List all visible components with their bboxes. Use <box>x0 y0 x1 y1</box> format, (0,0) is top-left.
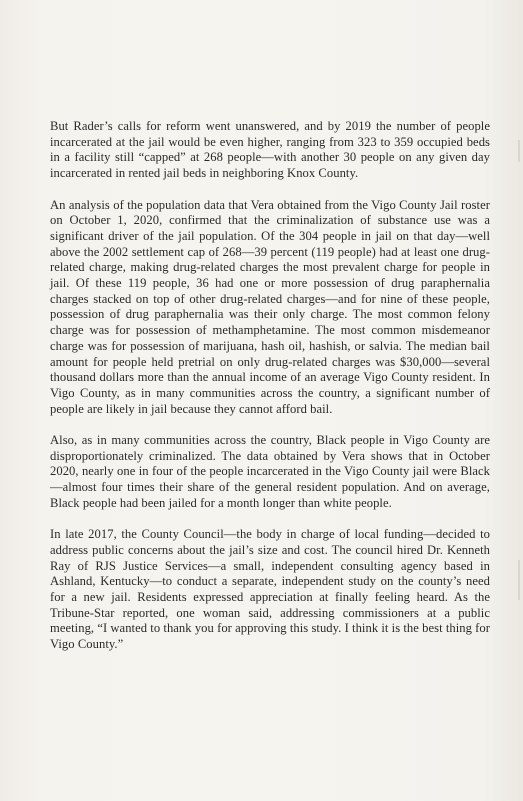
paragraph: But Rader’s calls for reform went unanswered, and by 2019 the number of people incarcerated at the jail would be even higher, ranging from 323 to 359 occupied beds in a facility still “capped” at 268 people—with another 30 people on any given day incarcerated in rented jail beds in neighboring Knox County. <box>50 119 490 181</box>
paragraph: In late 2017, the County Council—the body in charge of local funding—decided to address public concerns about the jail’s size and cost. The council hired Dr. Kenneth Ray of RJS Justice Services—a small, independent consulting agency based in Ashland, Kentucky—to conduct a separate, independent study on the county’s need for a new jail. Residents expressed appreciation at finally feeling heard. As the Tribune-Star reported, one woman said, addressing commissioners at a public meeting, “I wanted to thank you for approving this study. I think it is the best thing for Vigo County.” <box>50 527 490 652</box>
page-edge-shadow <box>518 140 520 162</box>
page-edge-shadow <box>518 560 520 600</box>
paragraph: An analysis of the population data that Vera obtained from the Vigo County Jail roster on October 1, 2020, confirmed that the criminalization of substance use was a significant driver of the jail population. Of the 304 people in jail on that day—well above the 2002 settlement cap of 268—39 percent (119 people) had at least one drug-related charge, making drug-related charges the most prevalent charge for people in jail. Of these 119 people, 36 had one or more possession of drug paraphernalia charges stacked on top of other drug-related charges—and for nine of these people, possession of drug paraphernalia was their only charge. The most common felony charge was for possession of methamphetamine. The most common misdemeanor charge was for possession of marijuana, hash oil, hashish, or salvia. The median bail amount for people held pretrial on only drug-related charges was $30,000—several thousand dollars more than the annual income of an average Vigo County resident. In Vigo County, as in many communities across the country, a significant number of people are likely in jail because they cannot afford bail. <box>50 197 490 416</box>
body-text <box>50 119 490 653</box>
paragraph: Also, as in many communities across the country, Black people in Vigo County are disproportionately criminalized. The data obtained by Vera shows that in October 2020, nearly one in four of the people incarcerated in the Vigo County jail were Black—almost four times their share of the general resident population. And on average, Black people had been jailed for a month longer than white people. <box>50 433 490 510</box>
